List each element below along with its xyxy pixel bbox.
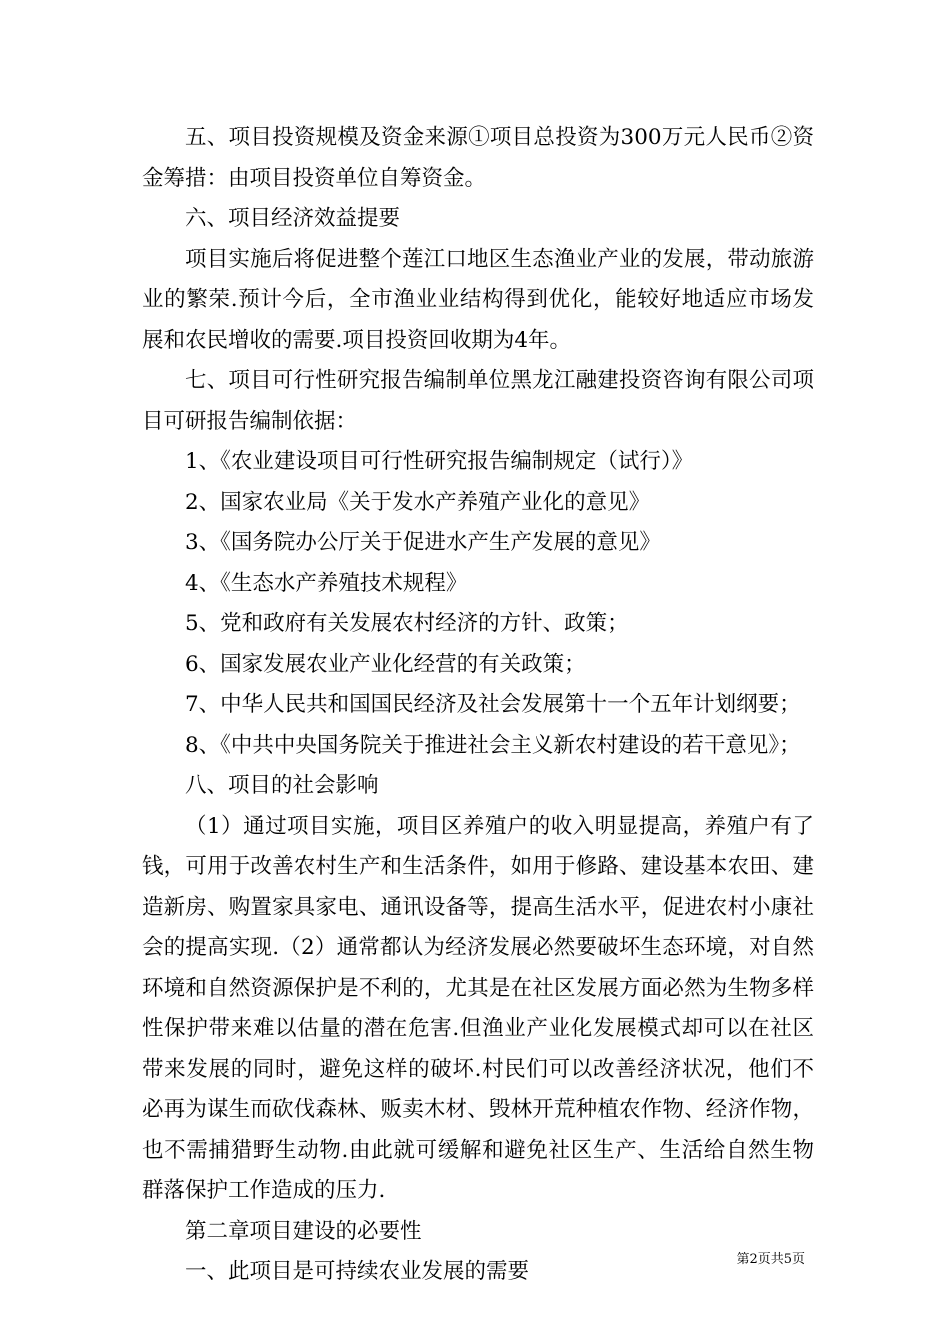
basis-item-7: 7、中华人民共和国国民经济及社会发展第十一个五年计划纲要；: [185, 692, 801, 717]
basis-item-3: 3、《国务院办公厅关于促进水产生产发展的意见》: [185, 530, 661, 555]
basis-item-2: 2、国家农业局《关于发水产养殖产业化的意见》: [185, 489, 651, 515]
basis-item-5: 5、党和政府有关发展农村经济的方针、政策；: [185, 611, 629, 636]
paragraph-economic-benefit: 项目实施后将促进整个莲江口地区生态渔业产业的发展，带动旅游业的繁荣.预计今后，全市渔业业结构得到优化，能较好地适应市场发展和农民增收的需要.项目投资回收期为4年。: [142, 246, 814, 353]
paragraph-investment-scale: 五、项目投资规模及资金来源①项目总投资为300万元人民币②资金筹措：由项目投资单位自筹资金。: [142, 125, 814, 191]
basis-item-6: 6、国家发展农业产业化经营的有关政策；: [185, 651, 586, 677]
basis-item-1: 1、《农业建设项目可行性研究报告编制规定（试行）》: [185, 449, 694, 474]
basis-item-8: 8、《中共中央国务院关于推进社会主义新农村建设的若干意见》；: [185, 732, 801, 758]
heading-economic-benefit: 六、项目经济效益提要: [185, 206, 401, 231]
paragraph-social-impact: （1）通过项目实施，项目区养殖户的收入明显提高，养殖户有了钱，可用于改善农村生产和生活条件，如用于修路、建设基本农田、建造新房、购置家具家电、通讯设备等，提高生活水平，促进农村小康社会的提高实现.（2）通常都认为经济发展必然要破坏生态环境，对自然环境和自然资源保护是不利的，尤其是在社区发展方面必然为生物多样性保护带来难以估量的潜在危害.但渔业产业化发展模式却可以在社区带来发展的同时，避免这样的破坏.村民们可以改善经济状况，他们不必再为谋生而砍伐森林、贩卖木材、毁林开荒种植农作物、经济作物，也不需捕猎野生动物.由此就可缓解和避免社区生产、生活给自然生物群落保护工作造成的压力.: [142, 813, 814, 1203]
section-one-title: 一、此项目是可持续农业发展的需要: [185, 1259, 530, 1284]
document-body: [142, 118, 814, 1293]
basis-item-4: 4、《生态水产养殖技术规程》: [185, 570, 468, 596]
paragraph-report-compiler: 七、项目可行性研究报告编制单位黑龙江融建投资咨询有限公司项目可研报告编制依据：: [142, 368, 814, 434]
heading-social-impact: 八、项目的社会影响: [185, 773, 379, 798]
page-number: 第2页共5页: [736, 1252, 805, 1267]
chapter-two-title: 第二章项目建设的必要性: [185, 1218, 422, 1244]
